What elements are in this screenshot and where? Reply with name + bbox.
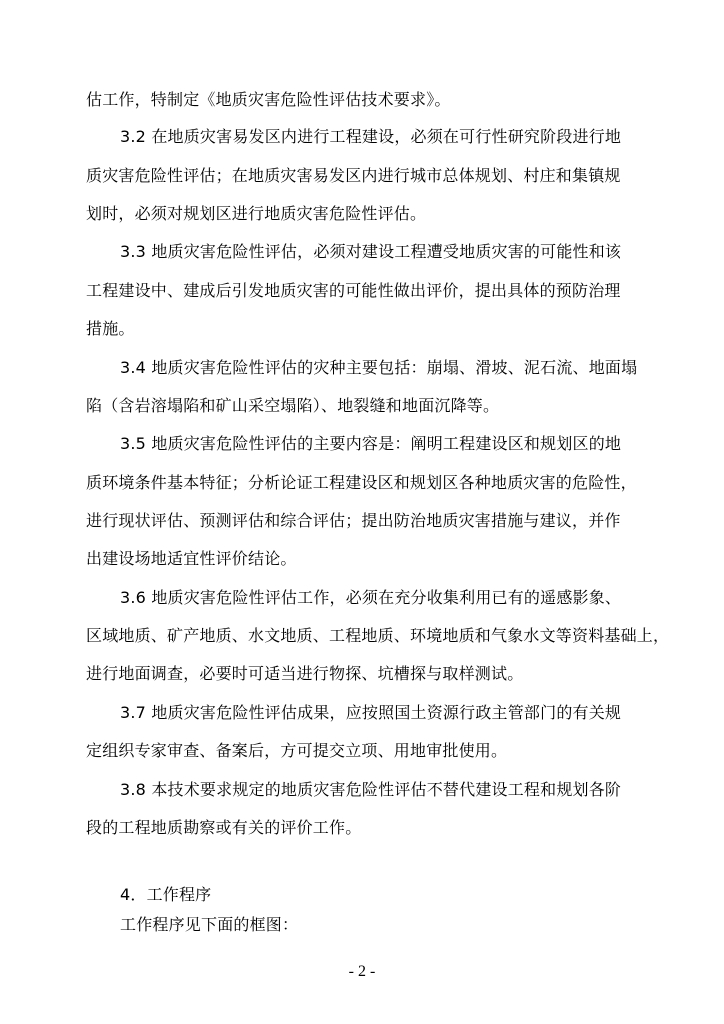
- text-line: 段的工程地质勘察或有关的评价工作。: [86, 818, 362, 837]
- text-line: 进行现状评估、预测评估和综合评估；提出防治地质灾害措施与建议，并作: [86, 511, 621, 530]
- section-heading: 4．工作程序: [120, 885, 212, 904]
- text-line: 工程建设中、建成后引发地质灾害的可能性做出评价，提出具体的预防治理: [86, 281, 621, 300]
- text-line: 出建设场地适宜性评价结论。: [86, 549, 297, 568]
- text-line: 3.7 地质灾害危险性评估成果，应按照国土资源行政主管部门的有关规: [120, 703, 622, 722]
- text-line: 3.8 本技术要求规定的地质灾害危险性评估不替代建设工程和规划各阶: [120, 780, 622, 799]
- text-line: 划时，必须对规划区进行地质灾害危险性评估。: [86, 204, 427, 223]
- text-line: 3.5 地质灾害危险性评估的主要内容是：阐明工程建设区和规划区的地: [120, 434, 622, 453]
- text-line: 工作程序见下面的框图：: [120, 915, 299, 934]
- text-line: 进行地面调查，必要时可适当进行物探、坑槽探与取样测试。: [86, 664, 524, 683]
- text-line: 3.2 在地质灾害易发区内进行工程建设，必须在可行性研究阶段进行地: [120, 127, 622, 146]
- text-line: 措施。: [86, 319, 135, 338]
- text-line: 3.6 地质灾害危险性评估工作，必须在充分收集利用已有的遥感影象、: [120, 588, 622, 607]
- text-line: 质环境条件基本特征；分析论证工程建设区和规划区各种地质灾害的危险性，: [86, 473, 637, 492]
- text-line: 区域地质、矿产地质、水文地质、工程地质、环境地质和气象水文等资料基础上，: [86, 626, 670, 645]
- text-line: 3.4 地质灾害危险性评估的灾种主要包括：崩塌、滑坡、泥石流、地面塌: [120, 358, 638, 377]
- page-number: - 2 -: [348, 963, 376, 980]
- text-line: 定组织专家审查、备案后，方可提交立项、用地审批使用。: [86, 741, 508, 760]
- text-line: 陷（含岩溶塌陷和矿山采空塌陷）、地裂缝和地面沉降等。: [86, 396, 500, 415]
- text-line: 3.3 地质灾害危险性评估，必须对建设工程遭受地质灾害的可能性和该: [120, 242, 622, 261]
- text-line: 估工作，特制定《地质灾害危险性评估技术要求》。: [86, 90, 451, 109]
- text-line: 质灾害危险性评估；在地质灾害易发区内进行城市总体规划、村庄和集镇规: [86, 166, 621, 185]
